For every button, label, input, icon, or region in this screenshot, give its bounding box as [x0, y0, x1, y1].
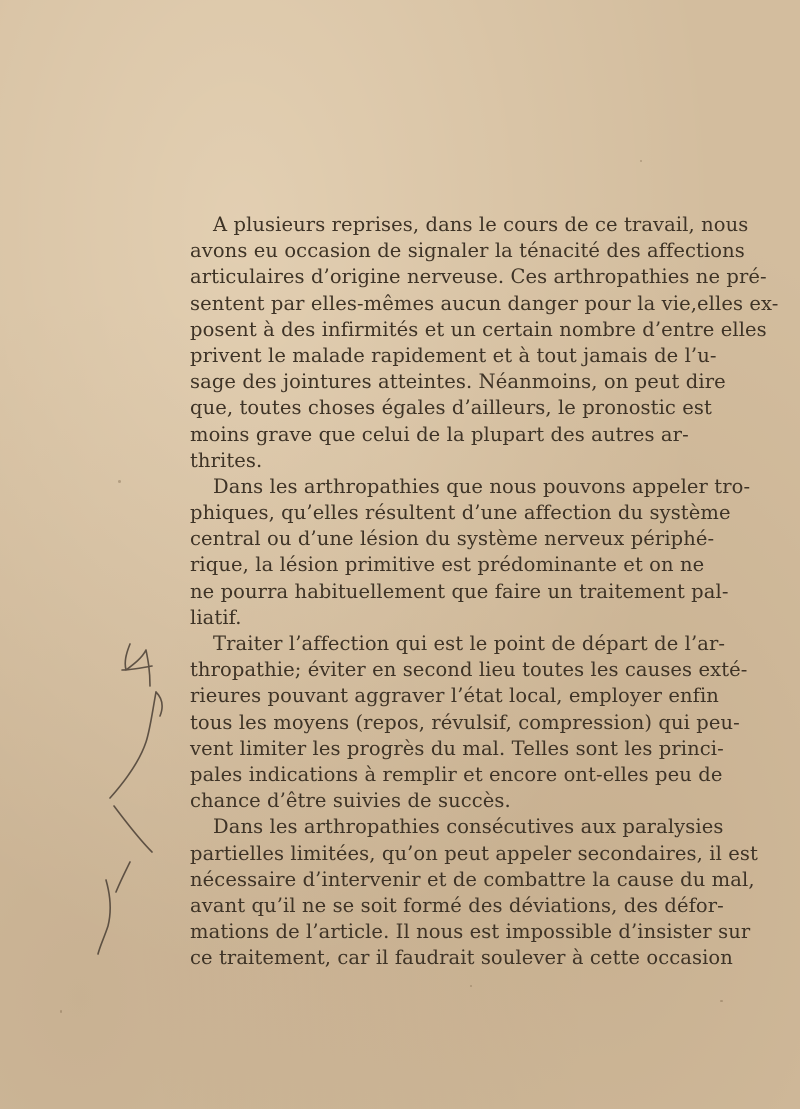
paragraph-2: [190, 474, 751, 631]
paper-speck: [60, 1010, 62, 1013]
text-line: pales indications à remplir et encore ont-elles peu de: [190, 762, 723, 786]
text-line: Dans les arthropathies consécutives aux paralysies: [213, 815, 724, 839]
text-line: mations de l’article. Il nous est impossible d’insister sur: [190, 920, 751, 944]
text-line: avant qu’il ne se soit formé des déviations, des défor-: [190, 893, 724, 917]
text-line: privent le malade rapidement et à tout jamais de l’u-: [190, 343, 717, 367]
text-line: nécessaire d’intervenir et de combattre la cause du mal,: [190, 867, 755, 891]
text-line: articulaires d’origine nerveuse. Ces arthropathies ne pré-: [190, 265, 767, 289]
paper-speck: [118, 480, 121, 483]
text-line: tous les moyens (repos, révulsif, compression) qui peu-: [190, 710, 740, 734]
text-line: liatif.: [190, 605, 242, 629]
paper-speck: [640, 160, 642, 162]
paper-speck: [720, 1000, 723, 1002]
paragraph-3: [190, 631, 748, 814]
text-line: avons eu occasion de signaler la ténacité des affections: [190, 239, 745, 263]
text-line: phiques, qu’elles résultent d’une affection du système: [190, 501, 731, 525]
text-line: chance d’être suivies de succès.: [190, 789, 511, 813]
text-line: Dans les arthropathies que nous pouvons appeler tro-: [213, 474, 751, 498]
text-line: sage des jointures atteintes. Néanmoins, on peut dire: [190, 370, 726, 394]
text-line: sentent par elles-mêmes aucun danger pour la vie,elles ex-: [190, 291, 779, 315]
text-line: que, toutes choses égales d’ailleurs, le pronostic est: [190, 396, 712, 420]
paper-speck: [470, 985, 472, 987]
pencil-annotation-icon: [80, 630, 190, 970]
margin-pencil-marks: [80, 630, 190, 970]
paragraph-4: [190, 814, 758, 971]
text-line: rique, la lésion primitive est prédominante et on ne: [190, 553, 705, 577]
text-line: A plusieurs reprises, dans le cours de ce travail, nous: [213, 213, 749, 236]
body-text: [190, 212, 779, 971]
text-line: vent limiter les progrès du mal. Telles sont les princi-: [190, 736, 724, 760]
text-line: thropathie; éviter en second lieu toutes les causes exté-: [190, 658, 748, 682]
text-line: Traiter l’affection qui est le point de départ de l’ar-: [213, 632, 726, 655]
text-line: ce traitement, car il faudrait soulever à cette occasion: [190, 946, 733, 970]
text-line: thrites.: [190, 448, 263, 472]
text-line: moins grave que celui de la plupart des autres ar-: [190, 422, 689, 446]
paragraph-1: [190, 212, 779, 474]
text-line: posent à des infirmités et un certain nombre d’entre elles: [190, 317, 767, 341]
text-line: ne pourra habituellement que faire un traitement pal-: [190, 579, 729, 603]
text-line: central ou d’une lésion du système nerveux périphé-: [190, 527, 715, 551]
text-line: rieures pouvant aggraver l’état local, employer enfin: [190, 684, 719, 708]
text-line: partielles limitées, qu’on peut appeler secondaires, il est: [190, 841, 758, 865]
